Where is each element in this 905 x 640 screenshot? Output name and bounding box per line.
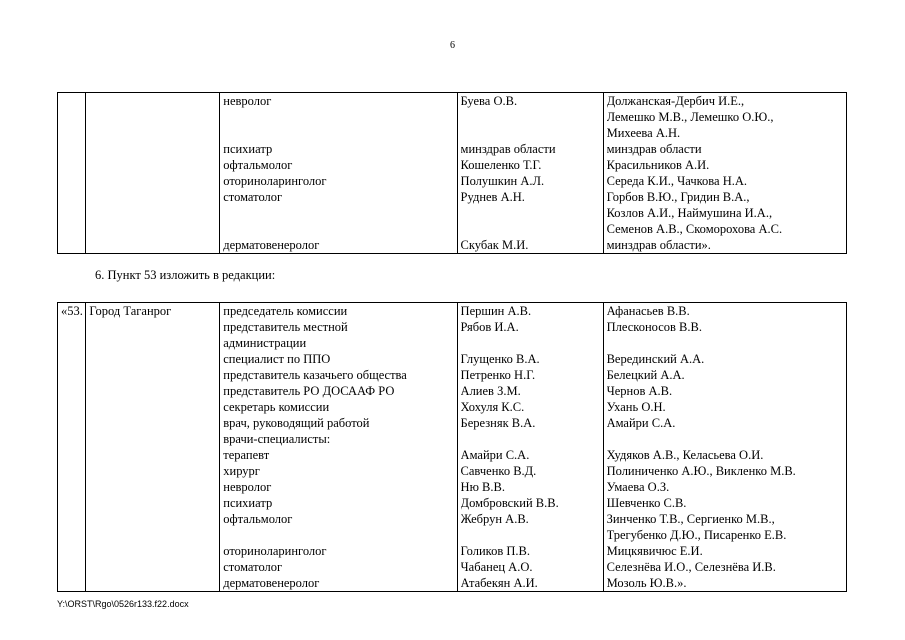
cell-line: минздрав области [606,142,702,156]
cell-line [223,527,453,543]
cell-line: оториноларинголог [223,544,327,558]
cell-line [461,205,600,221]
cell-line: Атабекян А.И. [460,576,538,590]
cell-line [607,335,843,351]
commission-table-taganrog [57,302,847,592]
cell-line: Савченко В.Д. [460,464,537,478]
cell-line: Худяков А.В., Келасьева О.И. [606,448,764,462]
cell-line: администрации [223,336,307,350]
cell-line: Афанасьев В.В. [606,304,690,318]
reserve-column [603,93,846,254]
table-row [58,303,847,592]
cell-line: Кошеленко Т.Г. [460,158,542,172]
item-number-cell: «53. [58,303,86,592]
cell-line: Рябов И.А. [460,320,519,334]
cell-line: Горбов В.Ю., Гридин В.А., [606,190,750,204]
cell-line: невролог [223,94,272,108]
cell-line: стоматолог [223,560,283,574]
cell-line: Полиниченко А.Ю., Викленко М.В. [606,464,796,478]
cell-line: Семенов А.В., Скоморохова А.С. [606,222,783,236]
cell-line: Петренко Н.Г. [460,368,536,382]
cell-line [461,125,600,141]
cell-line: Скубак М.И. [460,238,529,252]
cell-line: Алиев З.М. [460,384,521,398]
cell-line: председатель комиссии [223,304,348,318]
cell-line [461,109,600,125]
cell-line: Должанская-Дербич И.Е., [606,94,745,108]
table-row [58,93,847,254]
cell-line: Михеева А.Н. [606,126,681,140]
commission-table-continued [57,92,847,254]
cell-line: врачи-специалисты: [223,432,331,446]
cell-line: психиатр [223,496,273,510]
cell-line: Козлов А.И., Наймушина И.А., [606,206,773,220]
reserve-column [603,303,846,592]
role-column [220,93,457,254]
cell-line: терапевт [223,448,270,462]
cell-line: хирург [223,464,260,478]
cell-line: Першин А.В. [460,304,532,318]
cell-line: Березняк В.А. [460,416,536,430]
cell-line: Домбровский В.В. [460,496,559,510]
cell-line: врач, руководящий работой [223,416,370,430]
cell-line [223,205,453,221]
cell-line: дерматовенеролог [223,238,320,252]
cell-line: Ню В.В. [460,480,505,494]
cell-line: Чернов А.В. [606,384,673,398]
cell-line [461,527,600,543]
cell-line: Голиков П.В. [460,544,531,558]
cell-line [461,221,600,237]
cell-line: дерматовенеролог [223,576,320,590]
cell-line [223,221,453,237]
cell-line: офтальмолог [223,158,293,172]
cell-line: стоматолог [223,190,283,204]
role-column [220,303,457,592]
cell-line [223,109,453,125]
cell-line [607,431,843,447]
page-number: 6 [450,40,455,51]
member-column [457,93,603,254]
cell-line: Лемешко М.В., Лемешко О.Ю., [606,110,774,124]
cell-line: Мозоль Ю.В.». [606,576,687,590]
cell-line: Амайри С.А. [606,416,676,430]
cell-line: Жебрун А.В. [460,512,529,526]
cell-line: Чабанец А.О. [460,560,533,574]
cell-line: Шевченко С.В. [606,496,687,510]
cell-line [461,431,600,447]
cell-line [461,335,600,351]
cell-line: секретарь комиссии [223,400,330,414]
cell-line: Амайри С.А. [460,448,530,462]
municipality-cell [86,93,220,254]
cell-line: минздрав области [460,142,556,156]
cell-line: Зинченко Т.В., Сергиенко М.В., [606,512,775,526]
file-path-footer: Y:\ORST\Rgo\0526r133.f22.docx [57,599,189,609]
amendment-paragraph: 6. Пункт 53 изложить в редакции: [95,268,276,282]
cell-line: представитель местной [223,320,348,334]
cell-line: Полушкин А.Л. [460,174,545,188]
member-column [457,303,603,592]
cell-line: оториноларинголог [223,174,327,188]
cell-line: минздрав области». [606,238,711,252]
cell-line: Белецкий А.А. [606,368,685,382]
cell-line: Селезнёва И.О., Селезнёва И.В. [606,560,776,574]
cell-line: Руднев А.Н. [460,190,525,204]
cell-line: Мицкявичюс Е.И. [606,544,703,558]
cell-line: Красильников А.И. [606,158,710,172]
cell-line: Ухань О.Н. [606,400,666,414]
item-number-cell [58,93,86,254]
cell-line: Глущенко В.А. [460,352,540,366]
cell-line: Умаева О.З. [606,480,670,494]
cell-line: Середа К.И., Чачкова Н.А. [606,174,748,188]
cell-line: специалист по ППО [223,352,331,366]
cell-line: Хохуля К.С. [460,400,525,414]
cell-line: невролог [223,480,272,494]
cell-line: Трегубенко Д.Ю., Писаренко Е.В. [606,528,787,542]
cell-line: психиатр [223,142,273,156]
cell-line: офтальмолог [223,512,293,526]
cell-line: представитель казачьего общества [223,368,407,382]
cell-line: Верединский А.А. [606,352,705,366]
municipality-cell: Город Таганрог [86,303,220,592]
cell-line: представитель РО ДОСААФ РО [223,384,395,398]
cell-line: Буева О.В. [460,94,518,108]
cell-line: Плесконосов В.В. [606,320,702,334]
cell-line [223,125,453,141]
